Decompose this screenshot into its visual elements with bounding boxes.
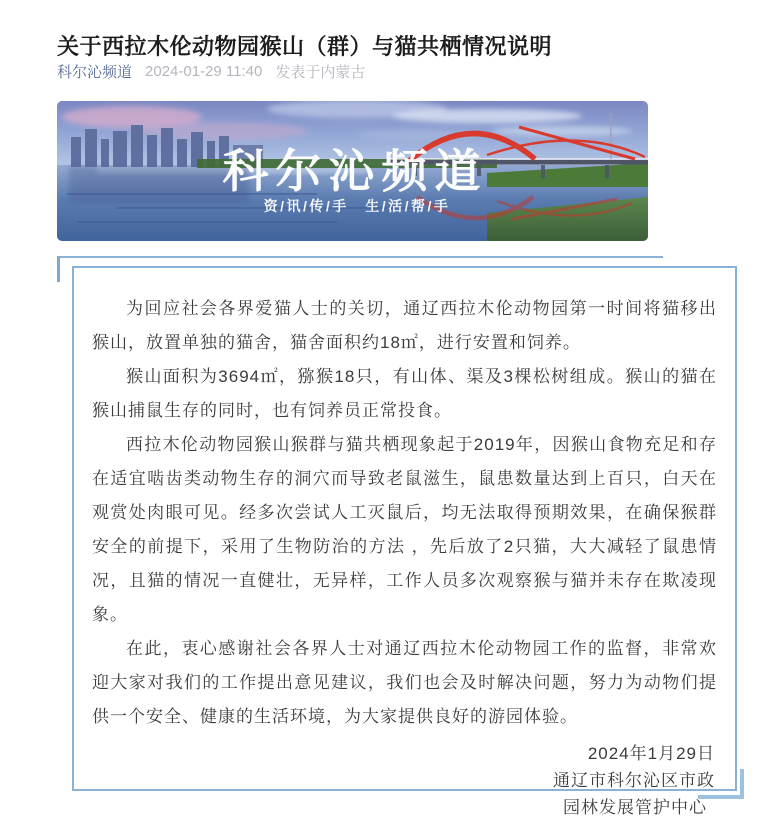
channel-banner-image[interactable] [57, 101, 648, 241]
article-meta [57, 61, 717, 82]
page-title: 关于西拉木伦动物园猴山（群）与猫共栖情况说明 [57, 33, 553, 59]
banner-slogan-text: 资/讯/传/手 生/活/帮/手 [263, 198, 451, 214]
body-paragraph: 为回应社会各界爱猫人士的关切，通辽西拉木伦动物园第一时间将猫移出猴山，放置单独的猫舍，猫舍面积约18㎡，进行安置和饲养。 [92, 299, 717, 352]
publish-location: 发表于内蒙古 [275, 64, 366, 81]
statement-box-content [74, 268, 735, 817]
signature-block [92, 740, 717, 821]
body-paragraph: 西拉木伦动物园猴山猴群与猫共栖现象起于2019年，因猴山食物充足和存在适宜啮齿类动物生存的洞穴而导致老鼠滋生，鼠患数量达到上百只，白天在观赏处肉眼可见。经多次尝试人工灭鼠后，均无法取得预期效果，在确保猴群安全的前提下，采用了生物防治的方法 ，先后放了2只猫，大大减轻了鼠患情况，且猫的情况一直健壮，无异样，工作人员多次观察猴与猫并未存在欺凌现象。 [92, 435, 717, 624]
signature-org-line-1: 通辽市科尔沁区市政 [553, 771, 715, 790]
body-paragraph: 在此，衷心感谢社会各界人士对通辽西拉木伦动物园工作的监督，非常欢迎大家对我们的工作提出意见建议，我们也会及时解决问题，努力为动物们提供一个安全、健康的生活环境，为大家提供良好的游园体验。 [92, 639, 717, 726]
statement-box [72, 266, 737, 817]
banner-brand-text: 科尔沁频道 [222, 145, 488, 197]
signature-date: 2024年1月29日 [587, 744, 715, 763]
publish-datetime: 2024-01-29 11:40 [145, 63, 263, 80]
signature-org-line-2: 园林发展管护中心 [563, 798, 707, 817]
body-paragraph: 猴山面积为3694㎡，猕猴18只，有山体、渠及3棵松树组成。猴山的猫在猴山捕鼠生存的同时，也有饲养员正常投食。 [92, 367, 717, 420]
account-name-link[interactable]: 科尔沁频道 [57, 64, 133, 81]
